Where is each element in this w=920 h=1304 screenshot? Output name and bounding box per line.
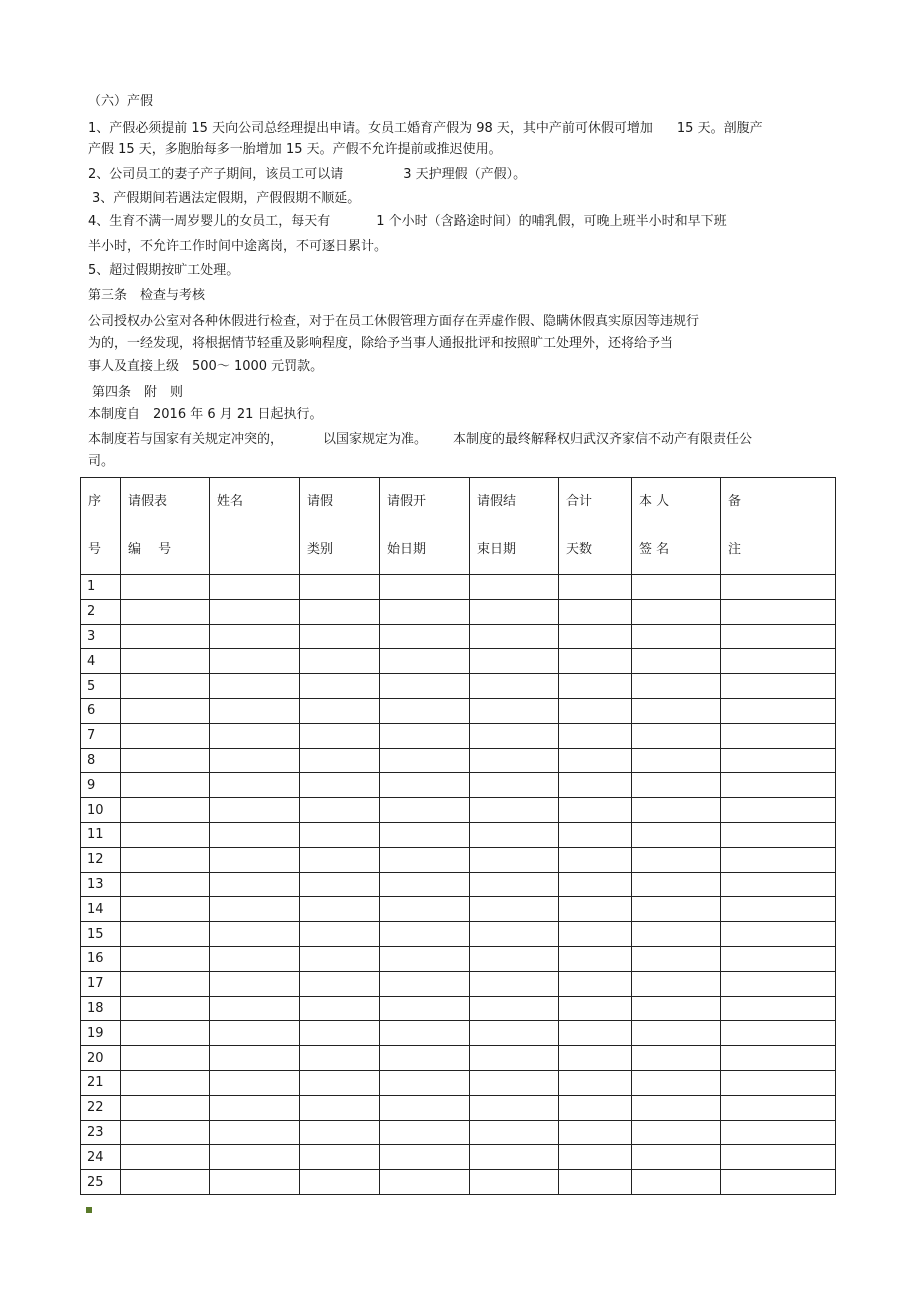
table-cell xyxy=(210,822,300,847)
table-cell xyxy=(300,575,380,600)
table-cell xyxy=(210,872,300,897)
table-row xyxy=(81,723,836,748)
table-cell xyxy=(559,996,632,1021)
rule-2-text-a: 2、公司员工的妻子产子期间，该员工可以请 xyxy=(88,167,344,182)
section-title-maternity: （六）产假 xyxy=(88,94,154,109)
table-cell xyxy=(380,946,470,971)
row-number: 8 xyxy=(81,748,121,773)
table-cell xyxy=(470,649,559,674)
row-number: 22 xyxy=(81,1095,121,1120)
table-cell xyxy=(380,649,470,674)
table-cell xyxy=(121,1070,210,1095)
table-row xyxy=(81,624,836,649)
header-name: 姓名 xyxy=(210,478,300,575)
article-4-line-2 xyxy=(88,431,752,449)
row-number: 7 xyxy=(81,723,121,748)
article-3-line-1: 公司授权办公室对各种休假进行检查，对于在员工休假管理方面存在弄虚作假、隐瞒休假真实原因等违规行 xyxy=(88,314,700,329)
table-cell xyxy=(380,1120,470,1145)
table-cell xyxy=(300,971,380,996)
table-cell xyxy=(559,599,632,624)
header-total-days: 合计 天数 xyxy=(559,478,632,575)
table-cell xyxy=(470,1046,559,1071)
header-seq: 序 号 xyxy=(81,478,121,575)
table-cell xyxy=(300,1145,380,1170)
table-cell xyxy=(559,847,632,872)
table-cell xyxy=(721,922,836,947)
table-cell xyxy=(210,946,300,971)
table-row xyxy=(81,996,836,1021)
table-cell xyxy=(121,1170,210,1195)
table-cell xyxy=(470,1120,559,1145)
table-cell xyxy=(721,847,836,872)
table-cell xyxy=(300,1021,380,1046)
table-cell xyxy=(559,723,632,748)
table-cell xyxy=(380,822,470,847)
table-row xyxy=(81,822,836,847)
table-cell xyxy=(470,1170,559,1195)
table-cell xyxy=(721,599,836,624)
table-row xyxy=(81,1021,836,1046)
table-cell xyxy=(559,946,632,971)
table-row xyxy=(81,748,836,773)
table-cell xyxy=(380,1070,470,1095)
table-cell xyxy=(210,922,300,947)
row-number: 10 xyxy=(81,798,121,823)
table-cell xyxy=(470,1095,559,1120)
table-cell xyxy=(470,996,559,1021)
table-cell xyxy=(632,599,721,624)
header-form-no: 请假表 编 号 xyxy=(121,478,210,575)
table-cell xyxy=(721,698,836,723)
table-cell xyxy=(721,1170,836,1195)
table-cell xyxy=(121,1095,210,1120)
table-cell xyxy=(721,723,836,748)
table-cell xyxy=(210,847,300,872)
table-cell xyxy=(470,624,559,649)
table-cell xyxy=(380,723,470,748)
article-4-line-1: 本制度自 2016 年 6 月 21 日起执行。 xyxy=(88,407,323,422)
table-row xyxy=(81,946,836,971)
table-cell xyxy=(121,1021,210,1046)
table-cell xyxy=(632,946,721,971)
table-cell xyxy=(470,698,559,723)
page-marker xyxy=(86,1207,92,1213)
table-cell xyxy=(121,773,210,798)
table-cell xyxy=(470,1021,559,1046)
article-4-text-b3: 本制度的最终解释权归武汉齐家信不动产有限责任公 xyxy=(453,432,753,447)
table-cell xyxy=(121,599,210,624)
table-cell xyxy=(632,1120,721,1145)
table-cell xyxy=(121,723,210,748)
row-number: 20 xyxy=(81,1046,121,1071)
table-cell xyxy=(470,674,559,699)
table-cell xyxy=(300,847,380,872)
table-row xyxy=(81,1046,836,1071)
table-cell xyxy=(300,996,380,1021)
table-cell xyxy=(210,1120,300,1145)
table-cell xyxy=(721,822,836,847)
table-cell xyxy=(632,996,721,1021)
header-signature: 本 人 签 名 xyxy=(632,478,721,575)
table-cell xyxy=(210,575,300,600)
table-cell xyxy=(210,1170,300,1195)
table-cell xyxy=(559,1170,632,1195)
table-row xyxy=(81,773,836,798)
table-cell xyxy=(721,748,836,773)
table-cell xyxy=(210,674,300,699)
table-cell xyxy=(721,773,836,798)
table-row xyxy=(81,798,836,823)
table-cell xyxy=(300,1095,380,1120)
header-start-date: 请假开 始日期 xyxy=(380,478,470,575)
table-cell xyxy=(121,872,210,897)
rule-1-text-b: 15 天。剖腹产 xyxy=(676,121,763,136)
table-row xyxy=(81,847,836,872)
table-cell xyxy=(632,1070,721,1095)
table-row xyxy=(81,922,836,947)
table-cell xyxy=(121,971,210,996)
row-number: 3 xyxy=(81,624,121,649)
table-cell xyxy=(380,798,470,823)
table-cell xyxy=(559,798,632,823)
table-cell xyxy=(300,1046,380,1071)
table-row xyxy=(81,674,836,699)
table-cell xyxy=(210,1021,300,1046)
header-end-date: 请假结 束日期 xyxy=(470,478,559,575)
table-cell xyxy=(121,822,210,847)
table-cell xyxy=(380,847,470,872)
row-number: 24 xyxy=(81,1145,121,1170)
table-cell xyxy=(380,897,470,922)
table-cell xyxy=(559,1095,632,1120)
table-cell xyxy=(632,1021,721,1046)
table-cell xyxy=(210,1046,300,1071)
table-cell xyxy=(121,996,210,1021)
table-row xyxy=(81,1145,836,1170)
table-cell xyxy=(721,1095,836,1120)
table-cell xyxy=(121,748,210,773)
table-cell xyxy=(210,798,300,823)
table-cell xyxy=(559,624,632,649)
table-cell xyxy=(632,748,721,773)
table-cell xyxy=(121,674,210,699)
table-cell xyxy=(380,748,470,773)
table-cell xyxy=(559,773,632,798)
table-cell xyxy=(380,872,470,897)
row-number: 9 xyxy=(81,773,121,798)
table-cell xyxy=(721,1145,836,1170)
table-cell xyxy=(632,1095,721,1120)
table-cell xyxy=(300,872,380,897)
table-cell xyxy=(210,624,300,649)
table-cell xyxy=(121,847,210,872)
table-cell xyxy=(470,897,559,922)
table-cell xyxy=(380,922,470,947)
row-number: 12 xyxy=(81,847,121,872)
table-cell xyxy=(210,723,300,748)
table-cell xyxy=(380,599,470,624)
rule-4-text-c: 半小时，不允许工作时间中途离岗，不可逐日累计。 xyxy=(88,239,388,254)
table-cell xyxy=(121,698,210,723)
table-row xyxy=(81,971,836,996)
table-cell xyxy=(721,1021,836,1046)
table-cell xyxy=(470,599,559,624)
table-cell xyxy=(632,1145,721,1170)
table-cell xyxy=(300,748,380,773)
table-row xyxy=(81,599,836,624)
table-cell xyxy=(632,822,721,847)
table-cell xyxy=(210,599,300,624)
table-cell xyxy=(559,897,632,922)
table-cell xyxy=(632,872,721,897)
table-cell xyxy=(380,624,470,649)
table-cell xyxy=(632,847,721,872)
table-cell xyxy=(470,822,559,847)
row-number: 2 xyxy=(81,599,121,624)
table-cell xyxy=(721,624,836,649)
table-cell xyxy=(210,996,300,1021)
table-cell xyxy=(380,971,470,996)
rule-1-text-c: 产假 15 天，多胞胎每多一胎增加 15 天。产假不允许提前或推迟使用。 xyxy=(88,142,502,157)
table-cell xyxy=(300,822,380,847)
table-cell xyxy=(632,922,721,947)
rule-4-text-b: 1 个小时（含路途时间）的哺乳假，可晚上班半小时和早下班 xyxy=(376,214,727,229)
table-cell xyxy=(559,1046,632,1071)
table-cell xyxy=(721,674,836,699)
table-cell xyxy=(632,624,721,649)
header-leave-type: 请假 类别 xyxy=(300,478,380,575)
table-cell xyxy=(121,922,210,947)
table-cell xyxy=(721,649,836,674)
table-row xyxy=(81,649,836,674)
table-cell xyxy=(380,698,470,723)
table-cell xyxy=(721,897,836,922)
table-cell xyxy=(300,897,380,922)
table-cell xyxy=(300,922,380,947)
row-number: 16 xyxy=(81,946,121,971)
rule-2-text-b: 3 天护理假（产假）。 xyxy=(403,167,527,182)
table-cell xyxy=(121,946,210,971)
table-cell xyxy=(632,1046,721,1071)
table-cell xyxy=(470,971,559,996)
table-cell xyxy=(380,575,470,600)
table-cell xyxy=(210,897,300,922)
table-cell xyxy=(210,649,300,674)
table-cell xyxy=(380,996,470,1021)
table-cell xyxy=(380,773,470,798)
table-cell xyxy=(721,872,836,897)
table-row xyxy=(81,698,836,723)
table-cell xyxy=(210,1145,300,1170)
table-cell xyxy=(380,1170,470,1195)
article-4-title: 第四条 附 则 xyxy=(92,385,184,400)
table-cell xyxy=(559,1021,632,1046)
table-cell xyxy=(632,723,721,748)
row-number: 17 xyxy=(81,971,121,996)
table-cell xyxy=(121,649,210,674)
table-cell xyxy=(470,1145,559,1170)
table-cell xyxy=(300,723,380,748)
table-cell xyxy=(559,1145,632,1170)
table-cell xyxy=(300,649,380,674)
table-cell xyxy=(559,1070,632,1095)
table-cell xyxy=(559,674,632,699)
article-4-line-3: 司。 xyxy=(88,454,115,469)
table-cell xyxy=(470,872,559,897)
table-cell xyxy=(121,1145,210,1170)
table-cell xyxy=(632,798,721,823)
article-3-line-2: 为的，一经发现，将根据情节轻重及影响程度，除给予当事人通报批评和按照旷工处理外，还将给予当 xyxy=(88,336,674,351)
table-cell xyxy=(721,575,836,600)
table-cell xyxy=(559,971,632,996)
table-cell xyxy=(300,674,380,699)
article-3-title: 第三条 检查与考核 xyxy=(88,288,206,303)
article-3-line-3: 事人及直接上级 500～ 1000 元罚款。 xyxy=(88,359,324,374)
table-cell xyxy=(559,698,632,723)
table-cell xyxy=(721,971,836,996)
table-cell xyxy=(470,946,559,971)
row-number: 13 xyxy=(81,872,121,897)
table-cell xyxy=(210,971,300,996)
table-cell xyxy=(632,698,721,723)
row-number: 19 xyxy=(81,1021,121,1046)
header-remarks: 备 注 xyxy=(721,478,836,575)
table-row xyxy=(81,897,836,922)
table-cell xyxy=(721,1120,836,1145)
table-cell xyxy=(632,575,721,600)
table-cell xyxy=(210,698,300,723)
table-cell xyxy=(559,872,632,897)
article-4-text-b2: 以国家规定为准。 xyxy=(323,432,428,447)
table-cell xyxy=(632,971,721,996)
table-cell xyxy=(559,649,632,674)
table-cell xyxy=(300,773,380,798)
table-cell xyxy=(300,1070,380,1095)
row-number: 18 xyxy=(81,996,121,1021)
table-cell xyxy=(300,798,380,823)
table-row xyxy=(81,1070,836,1095)
row-number: 6 xyxy=(81,698,121,723)
table-cell xyxy=(721,996,836,1021)
table-cell xyxy=(470,1070,559,1095)
table-cell xyxy=(721,798,836,823)
table-cell xyxy=(470,748,559,773)
table-cell xyxy=(380,1145,470,1170)
table-row xyxy=(81,1170,836,1195)
row-number: 4 xyxy=(81,649,121,674)
article-4-text-b1: 本制度若与国家有关规定冲突的， xyxy=(88,432,284,447)
table-cell xyxy=(559,922,632,947)
table-cell xyxy=(632,773,721,798)
table-cell xyxy=(300,624,380,649)
table-cell xyxy=(380,1095,470,1120)
table-cell xyxy=(210,748,300,773)
row-number: 21 xyxy=(81,1070,121,1095)
table-cell xyxy=(300,1120,380,1145)
table-cell xyxy=(121,575,210,600)
table-cell xyxy=(121,798,210,823)
table-cell xyxy=(470,922,559,947)
table-cell xyxy=(559,575,632,600)
row-number: 1 xyxy=(81,575,121,600)
maternity-rule-3: 3、产假期间若遇法定假期，产假假期不顺延。 xyxy=(92,191,361,206)
table-cell xyxy=(210,773,300,798)
table-cell xyxy=(300,1170,380,1195)
table-cell xyxy=(121,1046,210,1071)
row-number: 15 xyxy=(81,922,121,947)
table-cell xyxy=(559,822,632,847)
maternity-rule-2 xyxy=(88,166,526,184)
table-cell xyxy=(121,624,210,649)
table-cell xyxy=(470,575,559,600)
row-number: 23 xyxy=(81,1120,121,1145)
table-cell xyxy=(721,946,836,971)
table-cell xyxy=(470,798,559,823)
row-number: 5 xyxy=(81,674,121,699)
table-cell xyxy=(300,946,380,971)
table-cell xyxy=(721,1046,836,1071)
table-cell xyxy=(632,897,721,922)
table-row xyxy=(81,872,836,897)
table-cell xyxy=(632,1170,721,1195)
table-cell xyxy=(121,1120,210,1145)
table-cell xyxy=(380,1046,470,1071)
table-cell xyxy=(121,897,210,922)
table-cell xyxy=(210,1095,300,1120)
table-cell xyxy=(721,1070,836,1095)
maternity-rule-5: 5、超过假期按旷工处理。 xyxy=(88,263,240,278)
table-header-row xyxy=(81,478,836,575)
table-cell xyxy=(300,599,380,624)
row-number: 14 xyxy=(81,897,121,922)
table-cell xyxy=(470,723,559,748)
row-number: 25 xyxy=(81,1170,121,1195)
rule-1-text-a: 1、产假必须提前 15 天向公司总经理提出申请。女员工婚育产假为 98 天，其中产前可休假可增加 xyxy=(88,121,653,136)
table-row xyxy=(81,575,836,600)
table-cell xyxy=(632,649,721,674)
table-cell xyxy=(632,674,721,699)
leave-record-table xyxy=(80,477,836,1195)
row-number: 11 xyxy=(81,822,121,847)
table-cell xyxy=(470,847,559,872)
table-row xyxy=(81,1120,836,1145)
rule-4-text-a: 4、生育不满一周岁婴儿的女员工，每天有 xyxy=(88,214,331,229)
table-cell xyxy=(559,1120,632,1145)
table-cell xyxy=(470,773,559,798)
table-cell xyxy=(300,698,380,723)
table-cell xyxy=(380,1021,470,1046)
table-cell xyxy=(210,1070,300,1095)
table-cell xyxy=(380,674,470,699)
table-row xyxy=(81,1095,836,1120)
table-cell xyxy=(559,748,632,773)
